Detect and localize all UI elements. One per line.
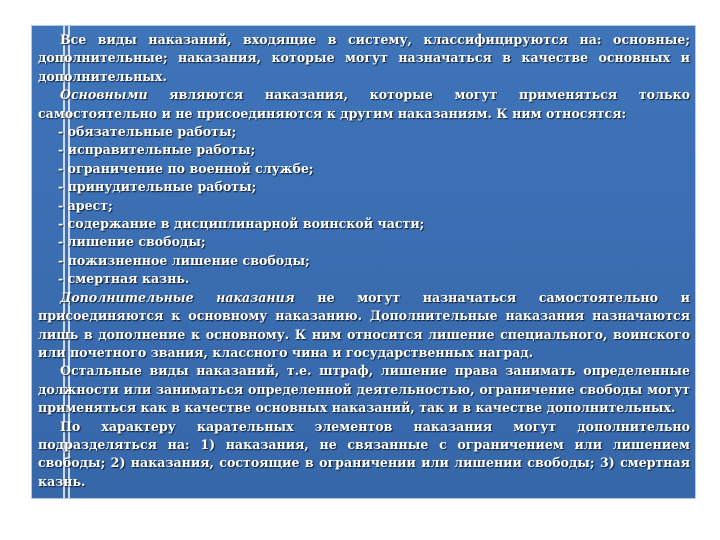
main-punishments-list	[38, 123, 690, 289]
main-punishments-paragraph	[38, 86, 690, 123]
list-item: - смертная казнь.	[38, 270, 690, 288]
main-punishments-text: являются наказания, которые могут применяться только самостоятельно и не присоединяются к другим наказаниям. К ним относятся:	[38, 87, 690, 121]
additional-punishments-paragraph	[38, 289, 690, 363]
list-item: - арест;	[38, 197, 690, 215]
list-item: - принудительные работы;	[38, 178, 690, 196]
punitive-elements-paragraph: По характеру карательных элементов наказания могут дополнительно подразделяться на: 1) наказания, не связанные с ограничением или лишением свободы; 2) наказания, состоящие в ограничении или лишении свободы; 3) смертная казнь.	[38, 418, 690, 489]
list-item: - исправительные работы;	[38, 141, 690, 159]
main-punishments-term: Основными	[60, 87, 148, 103]
list-item: - обязательные работы;	[38, 123, 690, 141]
list-item: - пожизненное лишение свободы;	[38, 252, 690, 270]
additional-punishments-text: не могут назначаться самостоятельно и присоединяются к основному наказанию. Дополнительные наказания назначаются лишь в дополнение к основному. К ним относится лишение специального, воинского или почетного звания, классного чина и государственных наград.	[38, 289, 690, 360]
list-item: - содержание в дисциплинарной воинской части;	[38, 215, 690, 233]
intro-paragraph: Все виды наказаний, входящие в систему, классифицируются на: основные; дополнительные; наказания, которые могут назначаться в качестве основных и дополнительных.	[38, 32, 690, 84]
list-item: - лишение свободы;	[38, 233, 690, 251]
slide	[32, 26, 695, 498]
list-item: - ограничение по военной службе;	[38, 160, 690, 178]
other-punishments-paragraph: Остальные виды наказаний, т.е. штраф, лишение права занимать определенные должности или заниматься определенной деятельностью, ограничение свободы могут применяться как в качестве основных наказаний, так и в качестве дополнительных.	[38, 363, 690, 416]
slide-text-body	[38, 31, 690, 491]
additional-punishments-term: Дополнительные наказания	[60, 289, 295, 305]
